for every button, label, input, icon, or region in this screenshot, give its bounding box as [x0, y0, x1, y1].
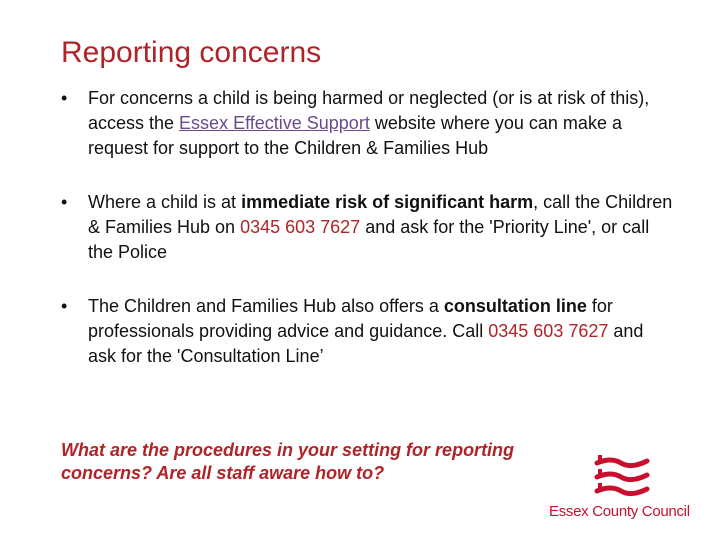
- phone-number: 0345 603 7627: [240, 217, 361, 237]
- slide-title: Reporting concerns: [61, 36, 322, 69]
- bullet-list: [61, 86, 676, 369]
- emphasis-text: consultation line: [443, 296, 587, 316]
- bullet-text: The Children and Families Hub also offers a: [88, 296, 444, 316]
- bullet-text: and ask for the 'Priority Line', or call the Police: [88, 217, 650, 262]
- bullet-text: For concerns a child is being harmed or neglected (or is at risk of this), access the: [88, 88, 650, 133]
- bullet-marker: •: [61, 296, 68, 316]
- bullet-item-priority-line: [61, 190, 676, 265]
- bullet-text: Where a child is at: [88, 192, 242, 212]
- bullet-marker: •: [61, 192, 68, 212]
- phone-number: 0345 603 7627: [488, 321, 609, 341]
- bullet-marker: •: [61, 88, 68, 108]
- essex-county-council-logo: [549, 455, 695, 525]
- essex-effective-support-link[interactable]: Essex Effective Support: [179, 113, 370, 133]
- bullet-text: website where you can make a request for support to the Children & Families Hub: [88, 113, 622, 158]
- reflection-question: What are the procedures in your setting for reporting concerns? Are all staff aware how to?: [61, 440, 515, 483]
- emphasis-text: immediate risk of significant harm: [241, 192, 534, 212]
- bullet-text: for professionals providing advice and guidance. Call: [88, 296, 613, 341]
- bullet-item-online-request: [61, 86, 676, 161]
- bullet-text: and ask for the 'Consultation Line’: [88, 321, 644, 366]
- bullet-item-consultation-line: [61, 294, 676, 369]
- essex-seaxes-icon: [591, 455, 653, 501]
- bullet-text: , call the Children & Families Hub on: [88, 192, 673, 237]
- logo-wordmark: Essex County Council: [549, 503, 690, 520]
